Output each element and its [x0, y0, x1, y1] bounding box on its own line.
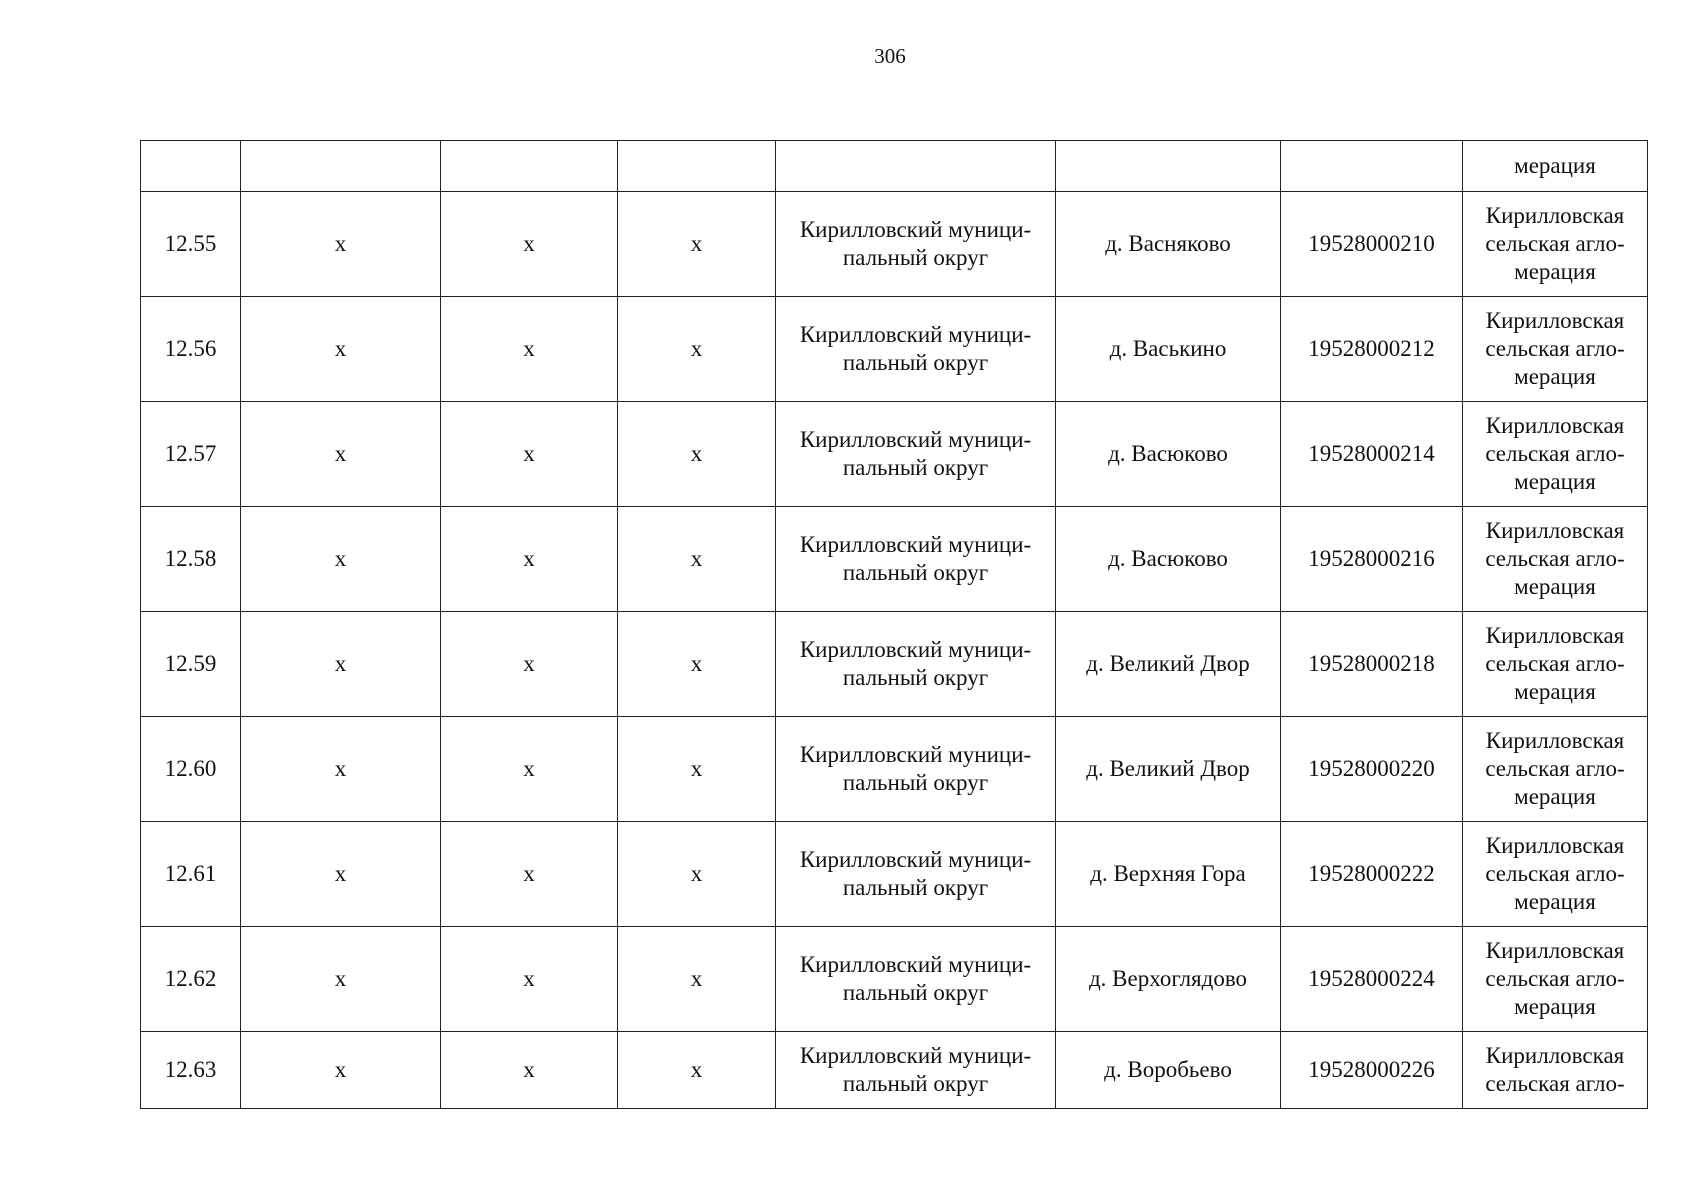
mark-cell: х	[618, 717, 776, 822]
district-cell: Кирилловский муници-пальный округ	[776, 192, 1056, 297]
row-number-cell: 12.59	[141, 612, 241, 717]
locality-cell: д. Верхняя Гора	[1056, 822, 1281, 927]
agglomeration-cell: Кирилловская сельская агло-мерация	[1463, 717, 1648, 822]
district-cell: Кирилловский муници-пальный округ	[776, 612, 1056, 717]
district-cell: Кирилловский муници-пальный округ	[776, 927, 1056, 1032]
district-cell: Кирилловский муници-пальный округ	[776, 507, 1056, 612]
mark-cell: х	[241, 1032, 441, 1109]
mark-cell: х	[441, 297, 618, 402]
mark-cell: х	[618, 822, 776, 927]
mark-cell: х	[441, 192, 618, 297]
mark-cell: х	[241, 192, 441, 297]
agglomeration-cell: Кирилловская сельская агло-	[1463, 1032, 1648, 1109]
mark-cell: х	[618, 612, 776, 717]
district-cell: Кирилловский муници-пальный округ	[776, 1032, 1056, 1109]
empty-cell	[1281, 141, 1463, 192]
row-number-cell: 12.55	[141, 192, 241, 297]
table-row	[141, 612, 1648, 717]
row-number-cell: 12.61	[141, 822, 241, 927]
code-cell: 19528000226	[1281, 1032, 1463, 1109]
mark-cell: х	[241, 507, 441, 612]
mark-cell: х	[441, 717, 618, 822]
district-cell: Кирилловский муници-пальный округ	[776, 822, 1056, 927]
mark-cell: х	[441, 507, 618, 612]
mark-cell: х	[241, 297, 441, 402]
mark-cell: х	[618, 927, 776, 1032]
table-row	[141, 192, 1648, 297]
table-row	[141, 507, 1648, 612]
code-cell: 19528000220	[1281, 717, 1463, 822]
mark-cell: х	[618, 402, 776, 507]
agglomeration-cell: Кирилловская сельская агло-мерация	[1463, 822, 1648, 927]
table-row	[141, 927, 1648, 1032]
table-body	[141, 141, 1648, 1109]
settlements-table	[140, 140, 1648, 1109]
mark-cell: х	[441, 822, 618, 927]
mark-cell: х	[441, 402, 618, 507]
row-number-cell: 12.56	[141, 297, 241, 402]
mark-cell: х	[441, 927, 618, 1032]
agglomeration-cell: Кирилловская сельская агло-мерация	[1463, 507, 1648, 612]
row-number-cell: 12.62	[141, 927, 241, 1032]
district-cell: Кирилловский муници-пальный округ	[776, 297, 1056, 402]
empty-cell	[776, 141, 1056, 192]
mark-cell: х	[241, 927, 441, 1032]
locality-cell: д. Великий Двор	[1056, 717, 1281, 822]
table-row	[141, 297, 1648, 402]
district-cell: Кирилловский муници-пальный округ	[776, 717, 1056, 822]
locality-cell: д. Воробьево	[1056, 1032, 1281, 1109]
row-number-cell: 12.57	[141, 402, 241, 507]
code-cell: 19528000224	[1281, 927, 1463, 1032]
agglomeration-cell: Кирилловская сельская агло-мерация	[1463, 612, 1648, 717]
empty-cell	[1056, 141, 1281, 192]
mark-cell: х	[618, 297, 776, 402]
row-number-cell: 12.63	[141, 1032, 241, 1109]
agglomeration-continuation-cell: мерация	[1463, 141, 1648, 192]
mark-cell: х	[241, 612, 441, 717]
row-number-cell: 12.60	[141, 717, 241, 822]
locality-cell: д. Васькино	[1056, 297, 1281, 402]
table-row	[141, 1032, 1648, 1109]
district-cell: Кирилловский муници-пальный округ	[776, 402, 1056, 507]
agglomeration-cell: Кирилловская сельская агло-мерация	[1463, 192, 1648, 297]
empty-cell	[241, 141, 441, 192]
agglomeration-cell: Кирилловская сельская агло-мерация	[1463, 927, 1648, 1032]
table-row	[141, 822, 1648, 927]
code-cell: 19528000216	[1281, 507, 1463, 612]
empty-cell	[141, 141, 241, 192]
locality-cell: д. Верхоглядово	[1056, 927, 1281, 1032]
agglomeration-cell: Кирилловская сельская агло-мерация	[1463, 402, 1648, 507]
table-row	[141, 402, 1648, 507]
code-cell: 19528000214	[1281, 402, 1463, 507]
code-cell: 19528000222	[1281, 822, 1463, 927]
mark-cell: х	[618, 1032, 776, 1109]
mark-cell: х	[618, 507, 776, 612]
mark-cell: х	[241, 717, 441, 822]
mark-cell: х	[241, 822, 441, 927]
mark-cell: х	[241, 402, 441, 507]
table-row	[141, 717, 1648, 822]
continuation-row	[141, 141, 1648, 192]
locality-cell: д. Васюково	[1056, 507, 1281, 612]
locality-cell: д. Васняково	[1056, 192, 1281, 297]
code-cell: 19528000210	[1281, 192, 1463, 297]
mark-cell: х	[618, 192, 776, 297]
empty-cell	[441, 141, 618, 192]
code-cell: 19528000212	[1281, 297, 1463, 402]
page-number: 306	[874, 44, 906, 68]
empty-cell	[618, 141, 776, 192]
mark-cell: х	[441, 1032, 618, 1109]
mark-cell: х	[441, 612, 618, 717]
locality-cell: д. Великий Двор	[1056, 612, 1281, 717]
locality-cell: д. Васюково	[1056, 402, 1281, 507]
row-number-cell: 12.58	[141, 507, 241, 612]
code-cell: 19528000218	[1281, 612, 1463, 717]
agglomeration-cell: Кирилловская сельская агло-мерация	[1463, 297, 1648, 402]
